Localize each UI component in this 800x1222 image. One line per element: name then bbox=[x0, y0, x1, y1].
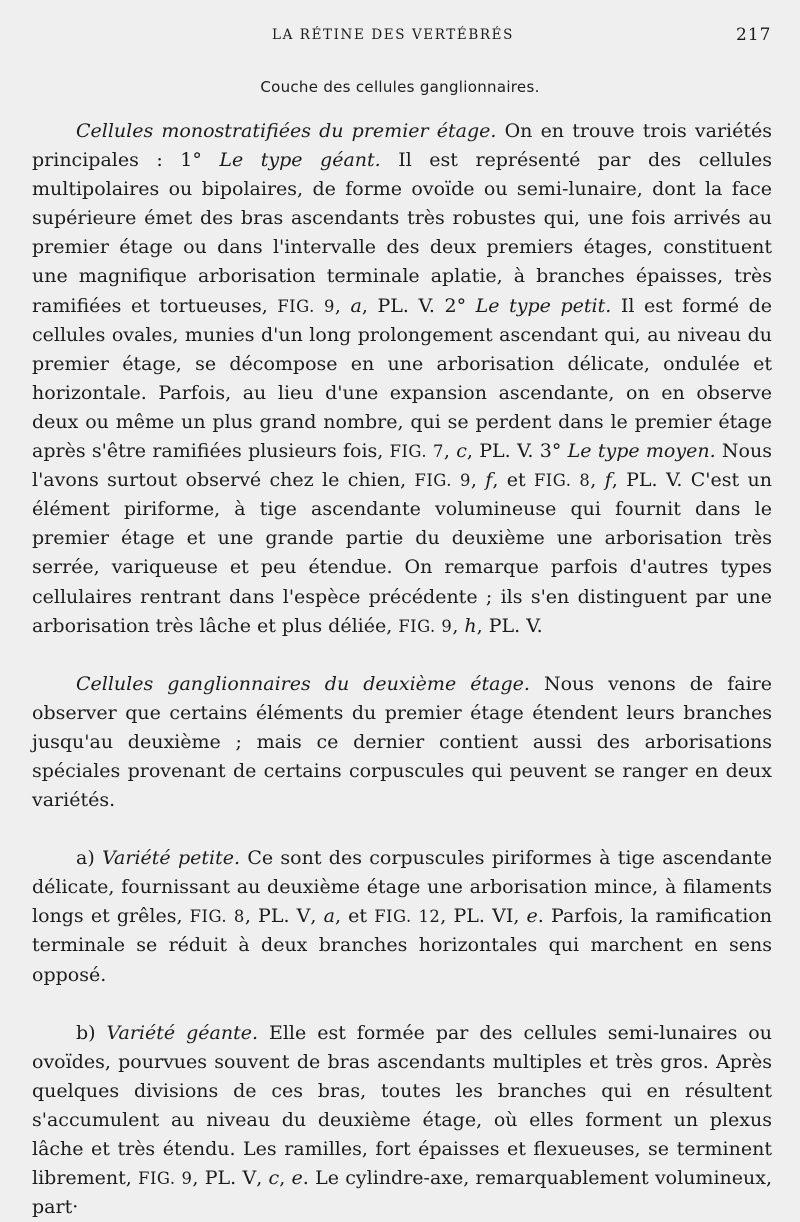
plate-reference: PL. V. bbox=[479, 440, 534, 463]
type-name: Le type petit. bbox=[475, 294, 612, 317]
text-run: , bbox=[443, 440, 457, 463]
plate-reference: PL. VI bbox=[453, 905, 514, 928]
plate-reference: PL. V. bbox=[488, 614, 543, 637]
figure-letter: c bbox=[456, 440, 467, 463]
text-run: . Parfois, la ramification terminale se réduit à deux branches horizontales qui marchent en sens opposé. bbox=[32, 905, 772, 986]
plate-reference: PL. V bbox=[258, 905, 311, 928]
text-run: , bbox=[310, 905, 324, 928]
text-run: , bbox=[192, 1167, 205, 1190]
text-run: Nous venons de faire observer que certains éléments du premier étage étendent leurs branches jusqu'au deuxième ; mais ce dernier contient aussi des arborisations spéciales provenant de certains corpuscules qui peuvent se ranger en deux variétés. bbox=[32, 672, 772, 812]
text-run: On en trouve trois variétés principales : 1° bbox=[32, 120, 772, 172]
paragraph-variety-giant bbox=[32, 1019, 772, 1222]
figure-letter: a bbox=[350, 294, 362, 317]
paragraph-lead: Cellules ganglionnaires du deuxième étage. bbox=[76, 672, 530, 695]
body-text bbox=[32, 117, 772, 1222]
figure-reference: FIG. 8 bbox=[189, 907, 245, 927]
figure-letter: f bbox=[604, 469, 612, 492]
item-label: b) bbox=[76, 1021, 107, 1044]
text-run: , bbox=[361, 294, 378, 317]
text-run: Nous l'avons surtout observé chez le chien, bbox=[32, 440, 772, 492]
text-run: 2° bbox=[434, 294, 476, 317]
plate-reference: PL. V. bbox=[377, 294, 435, 317]
text-run: , bbox=[476, 614, 489, 637]
figure-reference: FIG. 9 bbox=[398, 616, 453, 636]
text-run: , bbox=[279, 1167, 292, 1190]
paragraph-variety-small bbox=[32, 844, 772, 989]
text-run: , bbox=[590, 469, 605, 492]
paragraph-lead: Variété petite. bbox=[102, 847, 241, 870]
text-run: Ce sont des corpuscules piriformes à tige ascendante délicate, fournissant au deuxième étage une arborisation mince, à filaments longs et grêles, bbox=[32, 847, 773, 928]
item-label: a) bbox=[76, 847, 103, 870]
plate-reference: PL. V. bbox=[626, 469, 683, 492]
text-run: , et bbox=[492, 469, 534, 492]
section-heading: Couche des cellules ganglionnaires. bbox=[260, 78, 540, 96]
paragraph-second-stage-cells bbox=[32, 670, 772, 815]
figure-reference: FIG. 12 bbox=[374, 907, 441, 927]
text-run: , bbox=[470, 469, 486, 492]
text-run: , bbox=[611, 469, 627, 492]
figure-reference: FIG. 9 bbox=[277, 296, 335, 316]
figure-letter: f bbox=[485, 469, 493, 492]
type-name: Le type moyen. bbox=[567, 440, 716, 463]
text-run: , et bbox=[334, 905, 375, 928]
running-head bbox=[0, 24, 800, 50]
text-run: . Le cylindre-axe, remarquablement volumineux, part· bbox=[32, 1167, 772, 1219]
figure-letter: e bbox=[291, 1167, 303, 1190]
text-run: 3° bbox=[533, 440, 568, 463]
text-run: , bbox=[466, 440, 480, 463]
page-number: 217 bbox=[736, 25, 772, 45]
figure-letter: c bbox=[268, 1167, 280, 1190]
text-run: Il est formé de cellules ovales, munies d'un long prolongement ascendant qui, au niveau du premier étage, se décompose en une arborisation délicate, ondulée et horizontale. Parfois, au lieu d'une expansion ascendante, on en observe deux ou même un plus grand nombre, qui se perdent dans le premier étage après s'être ramifiées plusieurs fois, bbox=[32, 294, 773, 463]
paragraph-lead: Variété géante. bbox=[106, 1021, 258, 1044]
running-title: LA RÉTINE DES VERTÉBRÉS bbox=[272, 27, 514, 43]
figure-letter: h bbox=[464, 614, 477, 637]
figure-reference: FIG. 9 bbox=[414, 471, 471, 491]
text-run: , bbox=[334, 294, 351, 317]
type-name: Le type géant. bbox=[219, 149, 381, 172]
figure-letter: e bbox=[526, 905, 538, 928]
figure-reference: FIG. 9 bbox=[138, 1169, 193, 1189]
text-run: , bbox=[452, 614, 465, 637]
text-run: , bbox=[440, 905, 454, 928]
text-run: , bbox=[256, 1167, 269, 1190]
figure-letter: a bbox=[323, 905, 335, 928]
plate-reference: PL. V bbox=[204, 1167, 257, 1190]
text-run: , bbox=[513, 905, 527, 928]
figure-reference: FIG. 7 bbox=[389, 442, 444, 462]
text-run: , bbox=[244, 905, 259, 928]
text-run: C'est un élément piriforme, à tige ascendante volumineuse qui fournit dans le premier étage et une grande partie du deuxième une arborisation très serrée, variqueuse et peu étendue. On remarque parfois d'autres types cellulaires rentrant dans l'espèce précédente ; ils s'en distinguent par une arborisation très lâche et plus déliée, bbox=[32, 469, 772, 637]
paragraph-first-stage-cells bbox=[32, 117, 772, 641]
text-run: Il est représenté par des cellules multipolaires ou bipolaires, de forme ovoïde ou semi-lunaire, dont la face supérieure émet des bras ascendants très robustes qui, une fois arrivés au premier étage ou dans l'intervalle des deux premiers étages, constituent une magnifique arborisation terminale aplatie, à branches épaisses, très ramifiées et tortueuses, bbox=[32, 149, 772, 317]
paragraph-lead: Cellules monostratifiées du premier étage. bbox=[76, 120, 497, 142]
figure-reference: FIG. 8 bbox=[533, 471, 591, 491]
text-run: Elle est formée par des cellules semi-lunaires ou ovoïdes, pourvues souvent de bras ascendants multiples et très gros. Après quelques divisions de ces bras, toutes les branches qui en résultent s'accumulent au niveau du deuxième étage, où elles forment un plexus lâche et très étendu. Les ramilles, fort épaisses et flexueuses, se terminent librement, bbox=[32, 1021, 772, 1190]
